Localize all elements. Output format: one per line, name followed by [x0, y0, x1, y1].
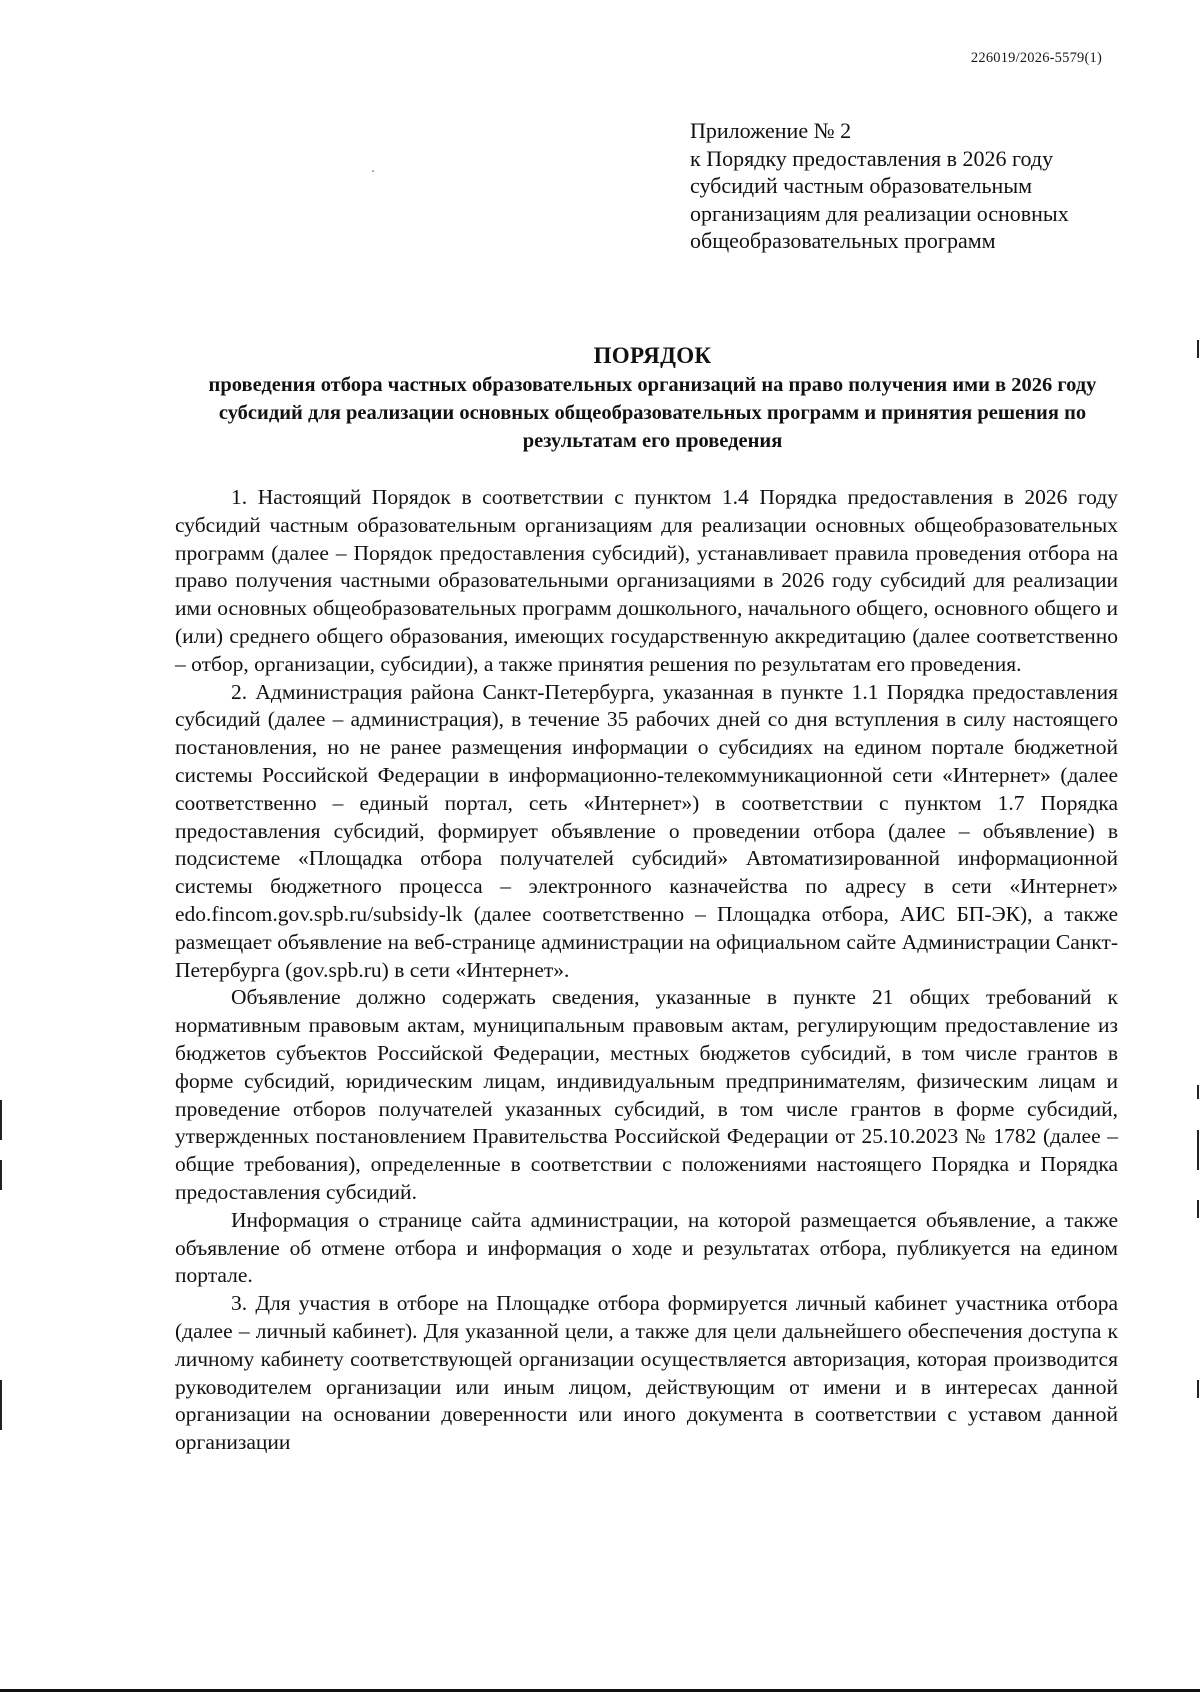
scan-edge-mark: [1197, 1085, 1199, 1099]
scan-edge-mark: [1197, 1200, 1199, 1218]
document-title-block: [175, 341, 1130, 455]
scan-edge-mark: [0, 1380, 2, 1430]
paragraph-1: 1. Настоящий Порядок в соответствии с пунктом 1.4 Порядка предоставления в 2026 году субсидий частным образовательным организациям для реализации основных общеобразовательных программ (далее – Порядок предоставления субсидий), устанавливает правила проведения отбора на право получения частными образовательными организациями в 2026 году субсидий для реализации ими основных общеобразовательных программ дошкольного, начального общего, основного общего и (или) среднего общего образования, имеющих государственную аккредитацию (далее соответственно – отбор, организации, субсидии), а также принятия решения по результатам его проведения.: [175, 485, 1118, 676]
document-registration-number: 226019/2026-5579(1): [970, 50, 1102, 66]
paragraph-2: 2. Администрация района Санкт-Петербурга, указанная в пункте 1.1 Порядка предоставления субсидий (далее – администрация), в течение 35 рабочих дней со дня вступления в силу настоящего постановления, но не ранее размещения информации о субсидиях на едином портале бюджетной системы Российской Федерации в информационно-телекоммуникационной сети «Интернет» (далее соответственно – единый портал, сеть «Интернет») в соответствии с пунктом 1.7 Порядка предоставления субсидий, формирует объявление о проведении отбора (далее – объявление) в подсистеме «Площадка отбора получателей субсидий» Автоматизированной информационной системы бюджетного процесса – электронного казначейства по адресу в сети «Интернет» edo.fincom.gov.spb.ru/subsidy-lk (далее соответственно – Площадка отбора, АИС БП-ЭК), а также размещает объявление на веб-странице администрации на официальном сайте Администрации Санкт-Петербурга (gov.spb.ru) в сети «Интернет».: [175, 679, 1118, 982]
appendix-line: субсидий частным образовательным: [690, 173, 1033, 198]
document-title: ПОРЯДОК: [593, 343, 712, 368]
scan-edge-mark: [1197, 340, 1199, 358]
scan-edge-mark: [0, 1160, 2, 1190]
scan-edge-mark: [0, 1100, 2, 1140]
document-body: [175, 484, 1118, 1457]
paragraph-2-announcement: Объявление должно содержать сведения, указанные в пункте 21 общих требований к нормативным правовым актам, муниципальным правовым актам, регулирующим предоставление из бюджетов субъектов Российской Федерации, местных бюджетов субсидий, в том числе грантов в форме субсидий, юридическим лицам, индивидуальным предпринимателям, физическим лицам и проведение отборов получателей указанных субсидий, в том числе грантов в форме субсидий, утвержденных постановлением Правительства Российской Федерации от 25.10.2023 № 1782 (далее – общие требования), определенные в соответствии с положениями настоящего Порядка и Порядка предоставления субсидий.: [175, 985, 1118, 1204]
paragraph-2-publication: Информация о странице сайта администрации, на которой размещается объявление, а также объявление об отмене отбора и информация о ходе и результатах отбора, публикуется на едином портале.: [175, 1207, 1118, 1288]
appendix-line: организациям для реализации основных: [690, 200, 1069, 226]
document-subtitle: проведения отбора частных образовательных организаций на право получения ими в 2026 году субсидий для реализации основных общеобразовательных программ и принятия решения по результатам его проведения: [208, 374, 1097, 452]
scan-speck: [372, 170, 374, 172]
scan-edge-mark: [1197, 1130, 1199, 1170]
appendix-line: Приложение № 2: [690, 118, 852, 143]
scan-edge-mark: [1197, 1380, 1199, 1398]
appendix-line: к Порядку предоставления в 2026 году: [690, 145, 1054, 171]
appendix-header: [690, 117, 1130, 255]
paragraph-3: 3. Для участия в отборе на Площадке отбора формируется личный кабинет участника отбора (далее – личный кабинет). Для указанной цели, а также для цели дальнейшего обеспечения доступа к личному кабинету соответствующей организации осуществляется авторизация, которая производится руководителем организации или иным лицом, действующим от имени и в интересах данной организации на основании доверенности или иного документа в соответствии с уставом данной организации: [175, 1291, 1118, 1455]
appendix-line: общеобразовательных программ: [690, 228, 996, 253]
